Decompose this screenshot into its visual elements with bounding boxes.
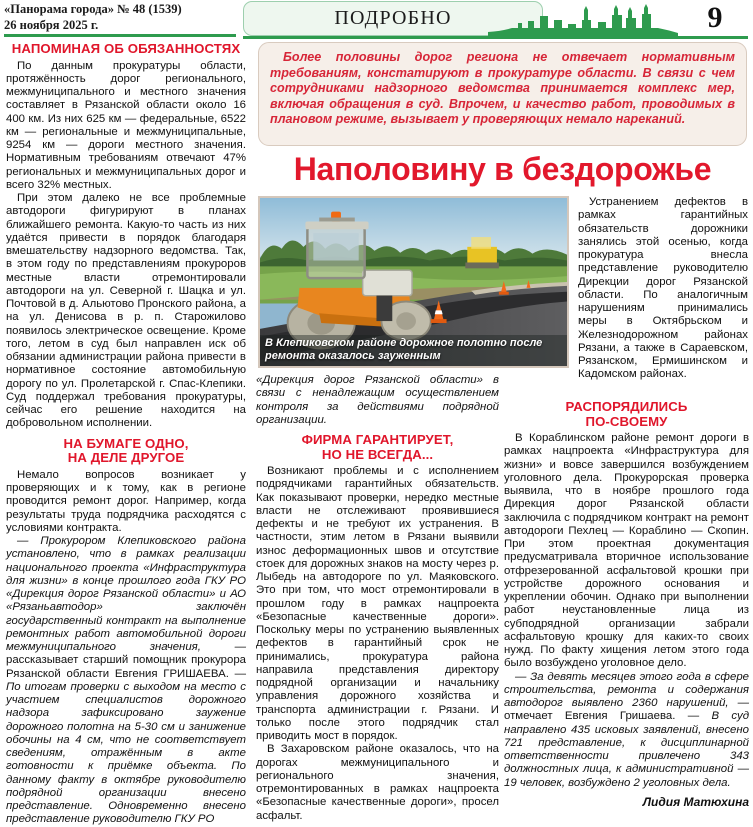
- left-paragraph-2: При этом далеко не все проблемные автодороги фигурируют в планах ближайшего ремонта. Какую-то часть из них удаётся привести в порядок благодаря вмешательству надзорного ведомства. Так, в этом году по представлениям прокуроров местные власти отремонтировали автодороги на ул. Северной г. Шацка и ул. Почтовой в д. Альютово Пронского района, а на ул. Денисова в р. п. Старожилово появилось электрическое освещение. Кроме того, летом в суд был направлен иск об обязании администрации района привести в нормативное состояние автомобильную дорогу по ул. Пролетарской г. Спас-Клепики. Суд поддержал требования прокуратуры, сейчас его решение находится на добровольном исполнении.: [6, 192, 246, 430]
- lead-text: Более половины дорог региона не отвечает нормативным требованиям, констатируют в прокуратуре области. В связи с чем сотрудниками надзорного ведомства принимается комплекс мер, включая обращения в суд. Впрочем, и качество работ, проводимых в плановом режиме, вызывает у проверяющих немало нареканий.: [270, 50, 735, 127]
- right-quote-attrib: отмечает Евгения Гришаева. —: [504, 710, 700, 723]
- left-heading-2-line2: НА ДЕЛЕ ДРУГОЕ: [67, 450, 185, 466]
- middle-paragraph-1: «Дирекция дорог Рязанской области» в связи с ненадлежащим осуществлением контроля за действиями подрядной организации.: [256, 374, 499, 426]
- paper-date: 26 ноября 2025 г.: [4, 17, 99, 32]
- right-heading-line1: РАСПОРЯДИЛИСЬ: [565, 399, 688, 414]
- middle-heading-line2: НО НЕ ВСЕГДА...: [321, 446, 434, 462]
- right-column-bottom: [504, 400, 749, 809]
- right-quote-part-1: — За девять месяцев этого года в сфере строительства, ремонта и содержания автодорог выявлено 2360 нарушений, —: [504, 670, 749, 710]
- right-paragraph-1: Устранением дефектов в рамках гарантийных обязательств дорожники занялись этой осенью, когда прокуратура внесла представление руководителю Дирекции дорог Рязанской области. По аналогичным нарушениям принимались меры в Октябрьском и Железнодорожном районах Рязани, а также в Сараевском, Рязанском, Ермишинском и Кадомском районах.: [578, 196, 748, 381]
- right-column-top: [578, 196, 748, 382]
- photo-caption: В Клепиковском районе дорожное полотно после ремонта оказалось зауженным: [260, 335, 567, 366]
- masthead-rule-right: [243, 36, 748, 39]
- section-title: ПОДРОБНО: [334, 7, 452, 29]
- middle-column: [256, 374, 499, 823]
- article-headline: [258, 150, 747, 190]
- right-paragraph-2: В Кораблинском районе ремонт дороги в рамках нацпроекта «Инфраструктура для жизни» и вовсе завершился возбуждением уголовного дела. Прокурорская проверка выявила, что в ноябре прошлого года Дирекция дорог Рязанской области заключила с подрядчиком контракт на ремонт автодороги Пехлец — Кораблино — Скопин. При этом проектная документация предусматривала вторичное использование отфрезерованной асфальтовой крошки при устройстве дорожного основания и укреплении обочин. Однако при выполнении работ неустановленные лица из субподрядной организации забрали асфальтовую крошку для каких-то своих нужд. По факту хищения летом этого года было возбуждено уголовное дело.: [504, 432, 749, 670]
- masthead: [0, 0, 753, 40]
- middle-paragraph-3: В Захаровском районе оказалось, что на дорогах межмуниципального и регионального значения, отремонтированных в рамках нацпроекта «Безопасные качественные дороги», просел асфальт.: [256, 743, 499, 822]
- author-byline: Лидия Матюхина: [642, 794, 749, 809]
- middle-heading-line1: ФИРМА ГАРАНТИРУЕТ,: [301, 432, 454, 447]
- left-column: [6, 42, 246, 827]
- left-heading-2-line1: НА БУМАГЕ ОДНО,: [63, 435, 189, 451]
- left-heading-2: [6, 437, 246, 466]
- right-heading-line2: ПО-СВОЕМУ: [585, 413, 668, 429]
- paper-title-issue: «Панорама города» № 48 (1539): [4, 2, 182, 16]
- left-paragraph-1: По данным прокуратуры области, протяжённость дорог регионального, межмуниципального и местного значения составляет в Рязанской области около 16 400 км. Из них 625 км — федеральные, 6522 км — региональные и межмуниципальные, 9254 км — дороги местного значения. Нормативным требованиям отвечают 47% региональных и межмуниципальных дорог и всего 32% местных.: [6, 59, 246, 191]
- middle-paragraph-2: Возникают проблемы и с исполнением подрядчиками гарантийных обязательств. Как показывают проверки, нередко местные власти не отслеживают проявившиеся дефекты и не требуют их устранения. В частности, этим летом в Рязани выявили износ деформационных швов и отсутствие стоек для дорожных знаков на мосту через р. Лыбедь на автодороге по ул. Маяковского. Это при том, что мост отремонтировали в прошлом году в рамках нацпроекта «Безопасные качественные дороги». Поскольку меры по устранению выявленных дефектов в гарантийный срок не принимались, прокуратура района направила представления директору подрядной организации и начальнику управления дорожного хозяйства и транспорта администрации г. Рязани. И только после этого подрядчик стал приводить мост в порядок.: [256, 465, 499, 743]
- left-quote-attrib: рассказывает старший помощник прокурора Рязанской области Евгения ГРИШАЕВА. —: [6, 654, 246, 680]
- left-paragraph-4: [6, 535, 246, 827]
- city-skyline-icon: [488, 2, 678, 36]
- left-quote-part-2: По итогам проверки с выходом на место с участием специалистов дорожного надзора зафиксировано заужение дорожного полотна на 5-30 см и занижение обочины на 4 см, что не соответствует сведениям, отражённым в акте готовности к приёмке объекта. По данному факту в октябре руководителю подрядной организации внесено представление. Одновременно внесено представление руководителю ГКУ РО: [6, 680, 246, 826]
- lead-box: [258, 42, 747, 146]
- left-quote-part-1: — Прокурором Клепиковского района установлено, что в рамках реализации национального проекта «Инфраструктура для жизни» в конце прошлого года ГКУ РО «Дирекция дорог Рязанской области» и АО «Рязаньавтодор» заключён государственный контракт на выполнение ремонтных работ автомобильной дороги межмуниципального значения, —: [6, 535, 246, 654]
- left-paragraph-3: Немало вопросов возникает у проверяющих и к тому, как в регионе проводится ремонт дорог. Например, когда результаты труда подрядчика расходятся с условиями контракта.: [6, 468, 246, 534]
- right-heading: [504, 400, 749, 429]
- right-quote-part-2: В суд направлено 435 исковых заявлений, внесено 721 представление, к дисциплинарной ответственности привлечено 343 должностных лица, к административной — 19 человек, возбуждено 2 уголовных дела.: [504, 710, 749, 789]
- headline-text: Наполовину в бездорожье: [293, 151, 712, 187]
- paper-info: [4, 2, 244, 33]
- right-paragraph-3: [504, 671, 749, 790]
- left-heading-1: НАПОМИНАЯ ОБ ОБЯЗАННОСТЯХ: [11, 41, 241, 56]
- middle-heading: [256, 433, 499, 462]
- article-photo: [258, 196, 569, 368]
- masthead-rule-left: [4, 34, 236, 37]
- page-number: 9: [707, 1, 723, 34]
